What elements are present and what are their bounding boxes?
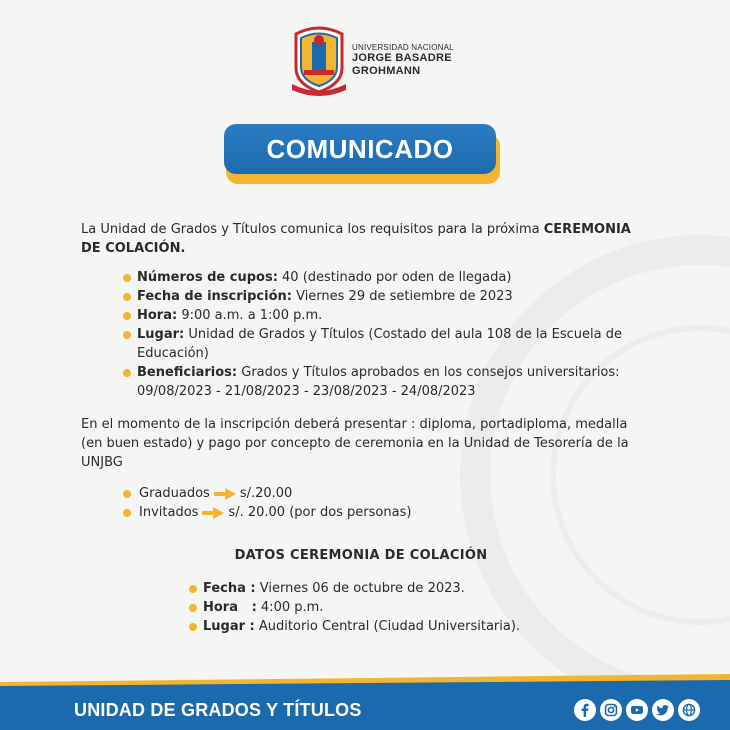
list-item: [123, 363, 651, 401]
page-title: COMUNICADO: [266, 133, 454, 164]
footer-bar: [0, 690, 730, 730]
item-value: Unidad de Grados y Títulos (Costado del aula 108 de la Escuela de Educación): [137, 327, 622, 361]
intro-bold: CEREMONIA DE COLACIÓN.: [81, 222, 631, 256]
logo-line-2: JORGE BASADRE: [352, 51, 452, 64]
bullet-icon: [123, 509, 131, 517]
logo-line-3: GROHMANN: [352, 64, 421, 77]
arrow-right-icon: [214, 488, 236, 500]
fee-value: s/. 20.00 (por dos personas): [228, 505, 412, 520]
footer-title: UNIDAD DE GRADOS Y TÍTULOS: [74, 699, 362, 720]
twitter-icon[interactable]: [652, 699, 674, 721]
social-links: [574, 699, 700, 721]
item-label: Hora :: [203, 600, 257, 615]
presentation-paragraph: En el momento de la inscripción deberá presentar : diploma, portadiploma, medalla (en buen estado) y pago por concepto de ceremonia en la Unidad de Tesorería de la UNJBG: [81, 417, 629, 470]
bullet-icon: [189, 585, 197, 593]
ceremony-title: DATOS CEREMONIA DE COLACIÓN: [234, 548, 488, 563]
instagram-icon[interactable]: [600, 699, 622, 721]
item-label: Números de cupos:: [137, 270, 278, 285]
intro-paragraph: [81, 220, 651, 258]
ceremony-list: [189, 579, 651, 636]
intro-text: La Unidad de Grados y Títulos comunica los requisitos para la próxima: [81, 222, 544, 237]
item-label: Hora:: [137, 308, 178, 323]
list-item: [189, 598, 651, 617]
fee-label: Invitados: [139, 505, 199, 520]
logo-line-1: UNIVERSIDAD NACIONAL: [352, 42, 454, 52]
university-logo: [290, 24, 454, 96]
bullet-icon: [123, 293, 131, 301]
item-value: 4:00 p.m.: [256, 600, 324, 615]
list-item: [123, 325, 651, 363]
title-banner: [224, 124, 500, 184]
item-label: Beneficiarios:: [137, 365, 238, 380]
bullet-icon: [123, 490, 131, 498]
item-value: Viernes 06 de octubre de 2023.: [255, 581, 465, 596]
item-value: 40 (destinado por oden de llegada): [277, 270, 512, 285]
bullet-icon: [189, 623, 197, 631]
bullet-icon: [123, 331, 131, 339]
fee-label: Graduados: [139, 486, 210, 501]
footer-stripe: [0, 672, 730, 690]
arrow-right-icon: [202, 507, 224, 519]
web-icon[interactable]: [678, 699, 700, 721]
youtube-icon[interactable]: [626, 699, 648, 721]
item-label: Lugar :: [203, 619, 255, 634]
requirements-list: [123, 268, 651, 401]
item-value: Auditorio Central (Ciudad Universitaria).: [254, 619, 521, 634]
facebook-icon[interactable]: [574, 699, 596, 721]
fees-list: [123, 484, 651, 522]
item-label: Fecha :: [203, 581, 256, 596]
list-item: [123, 503, 651, 522]
list-item: [123, 484, 651, 503]
item-value: 9:00 a.m. a 1:00 p.m.: [177, 308, 323, 323]
item-value: Viernes 29 de setiembre de 2023: [291, 289, 513, 304]
item-label: Lugar:: [137, 327, 185, 342]
bullet-icon: [123, 369, 131, 377]
item-label: Fecha de inscripción:: [137, 289, 292, 304]
university-seal-icon: [290, 24, 348, 96]
list-item: [123, 306, 651, 325]
list-item: [189, 579, 651, 598]
bullet-icon: [123, 312, 131, 320]
fee-value: s/.20.00: [239, 486, 293, 501]
bullet-icon: [123, 274, 131, 282]
list-item: [123, 287, 651, 306]
main-content: [81, 220, 651, 636]
bullet-icon: [189, 604, 197, 612]
list-item: [123, 268, 651, 287]
item-value: Grados y Títulos aprobados en los consejos universitarios: 09/08/2023 - 21/08/2023 - 23/08/2023 - 24/08/2023: [137, 365, 620, 399]
list-item: [189, 617, 651, 636]
